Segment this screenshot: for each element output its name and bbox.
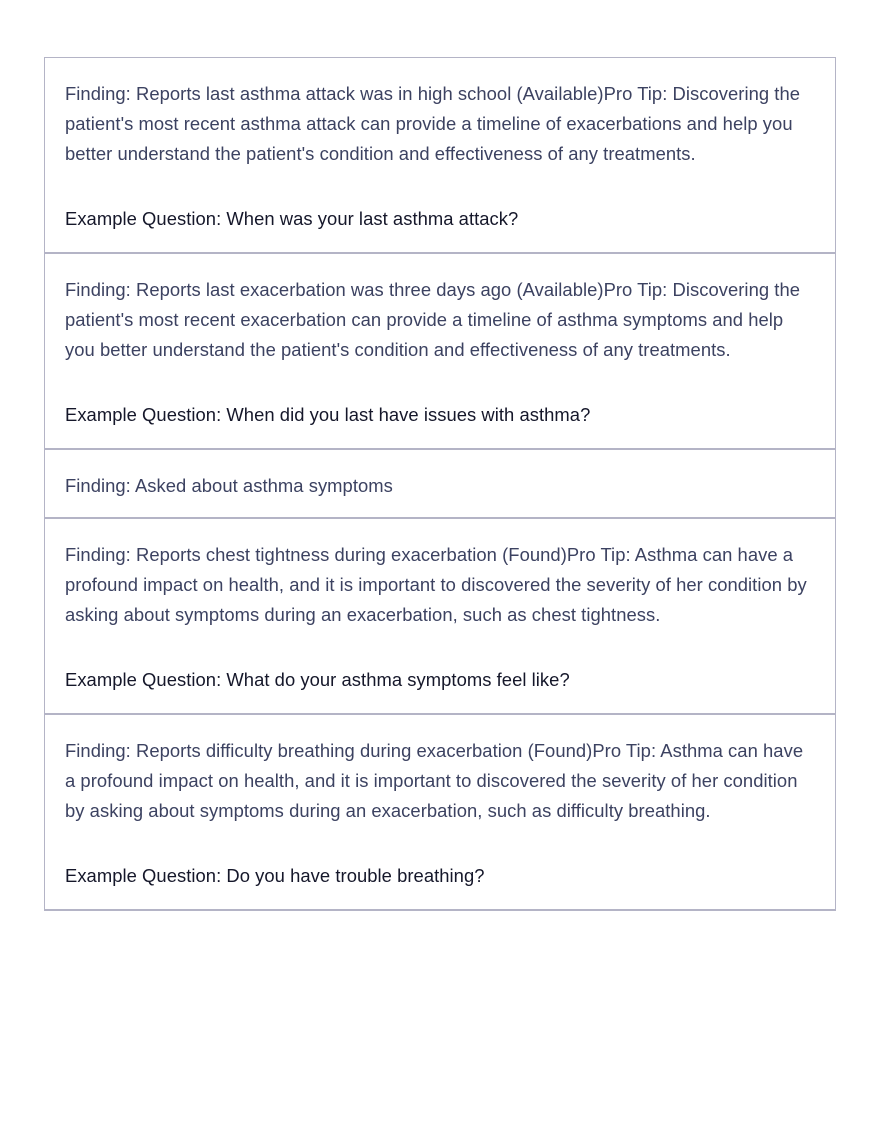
finding-row-last-exacerbation xyxy=(45,254,835,450)
example-question: Example Question: When was your last asthma attack? xyxy=(65,208,519,229)
finding-text: Finding: Reports last asthma attack was in high school (Available)Pro Tip: Discovering the patient's most recent asthma attack can provide a timeline of exacerbations and help you better understand the patient's condition and effectiveness of any treatments. xyxy=(65,83,801,164)
example-question: Example Question: What do your asthma symptoms feel like? xyxy=(65,669,570,690)
finding-text: Finding: Reports last exacerbation was three days ago (Available)Pro Tip: Discovering the patient's most recent exacerbation can provide a timeline of asthma symptoms and help you better understand the patient's condition and effectiveness of any treatments. xyxy=(65,279,801,360)
finding-row-difficulty-breathing xyxy=(45,715,835,911)
finding-text: Finding: Reports chest tightness during exacerbation (Found)Pro Tip: Asthma can have a profound impact on health, and it is important to discovered the severity of her condition by asking about symptoms during an exacerbation, such as chest tightness. xyxy=(65,544,807,625)
example-question: Example Question: When did you last have issues with asthma? xyxy=(65,404,591,425)
findings-table xyxy=(44,57,836,911)
finding-text: Finding: Asked about asthma symptoms xyxy=(65,475,393,496)
finding-text: Finding: Reports difficulty breathing during exacerbation (Found)Pro Tip: Asthma can have a profound impact on health, and it is important to discovered the severity of her condition by asking about symptoms during an exacerbation, such as difficulty breathing. xyxy=(65,740,804,821)
finding-row-last-asthma-attack xyxy=(45,58,835,254)
example-question: Example Question: Do you have trouble breathing? xyxy=(65,865,485,886)
finding-row-asthma-symptoms xyxy=(45,450,835,519)
finding-row-chest-tightness xyxy=(45,519,835,715)
